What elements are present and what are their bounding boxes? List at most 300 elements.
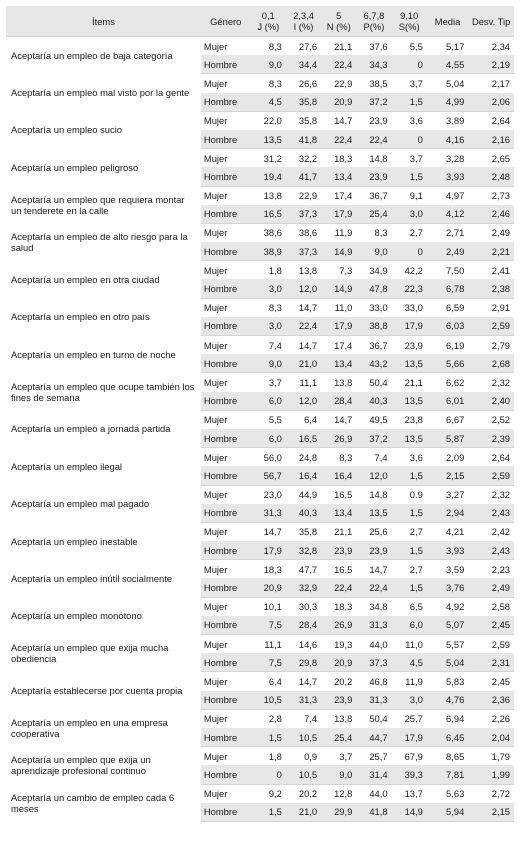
value-cell: 32,2 [298, 152, 318, 164]
value-cell: 13,4 [321, 167, 356, 186]
value-cell: 4,97 [446, 190, 465, 202]
gender-cell: Mujer [203, 750, 228, 762]
value-cell: 2,32 [491, 489, 510, 501]
value-cell: 39,3 [392, 765, 427, 784]
value-cell: 14,7 [334, 414, 353, 426]
value-cell: 11,9 [405, 675, 423, 687]
gender-cell: Hombre [201, 93, 251, 112]
value-cell: 23,9 [404, 339, 423, 351]
value-cell: 23,9 [321, 541, 356, 560]
gender-cell: Mujer [203, 302, 228, 314]
value-cell: 21,1 [334, 526, 353, 538]
item-label: Aceptaría un empleo que requiera montar un tenderete en la calle [6, 186, 201, 223]
value-cell: 2,8 [268, 713, 282, 725]
value-cell: 13,5 [392, 429, 427, 448]
value-cell: 5,04 [446, 77, 465, 89]
value-cell: 32,8 [286, 541, 321, 560]
value-cell: 19,4 [251, 167, 286, 186]
value-cell: 17,9 [251, 541, 286, 560]
value-cell: 13,8 [334, 376, 353, 388]
gender-cell: Mujer [203, 451, 228, 463]
value-cell: 10,5 [286, 728, 321, 747]
value-cell: 2,59 [468, 466, 514, 485]
value-cell: 13,5 [356, 504, 391, 523]
value-cell: 17,9 [392, 728, 427, 747]
value-cell: 16,4 [286, 466, 321, 485]
value-cell: 22,4 [356, 578, 391, 597]
value-cell: 2,7 [409, 227, 423, 239]
value-cell: 2,49 [468, 578, 514, 597]
value-cell: 2,04 [468, 728, 514, 747]
value-cell: 6,4 [268, 675, 282, 687]
value-cell: 67,9 [404, 750, 423, 762]
value-cell: 23,9 [356, 541, 391, 560]
value-cell: 4,76 [427, 691, 468, 710]
gender-cell: Mujer [203, 227, 228, 239]
table-row [6, 672, 514, 691]
gender-cell: Mujer [203, 563, 228, 575]
value-cell: 5,83 [446, 675, 465, 687]
table-row [6, 522, 514, 541]
value-cell: 2,39 [468, 429, 514, 448]
value-cell: 36,7 [369, 339, 388, 351]
value-cell: 11,1 [299, 376, 318, 388]
table-row [6, 298, 514, 317]
value-cell: 28,4 [321, 392, 356, 411]
value-cell: 9,0 [356, 242, 391, 261]
value-cell: 13,5 [392, 354, 427, 373]
value-cell: 36,7 [369, 190, 388, 202]
value-cell: 31,3 [356, 691, 391, 710]
value-cell: 14,7 [298, 302, 318, 314]
table-row [6, 448, 514, 467]
value-cell: 0 [392, 55, 427, 74]
item-label: Aceptaría un empleo que exija un aprendizaje profesional continuo [6, 747, 201, 784]
table-body [6, 37, 514, 822]
value-cell: 3,6 [409, 451, 423, 463]
value-cell: 2,73 [491, 190, 510, 202]
value-cell: 8,3 [339, 451, 353, 463]
value-cell: 10,5 [251, 691, 286, 710]
table-row [6, 186, 514, 205]
value-cell: 35,8 [286, 93, 321, 112]
item-label: Aceptaría un empleo de alto riesgo para la salud [6, 223, 201, 260]
value-cell: 5,66 [427, 354, 468, 373]
value-cell: 26,6 [298, 77, 318, 89]
value-cell: 7,4 [374, 451, 388, 463]
value-cell: 40,3 [356, 392, 391, 411]
value-cell: 1,5 [392, 541, 427, 560]
gender-cell: Hombre [201, 578, 251, 597]
value-cell: 25,7 [369, 750, 388, 762]
gender-cell: Mujer [203, 190, 228, 202]
item-label: Aceptaría un empleo inestable [6, 522, 201, 559]
table-row [6, 597, 514, 616]
value-cell: 2,21 [468, 242, 514, 261]
value-cell: 14,7 [369, 563, 388, 575]
table-row [6, 709, 514, 728]
table-row [6, 560, 514, 579]
value-cell: 2,59 [491, 638, 510, 650]
value-cell: 43,2 [356, 354, 391, 373]
table-row [6, 336, 514, 355]
value-cell: 1,5 [251, 803, 286, 822]
value-cell: 20,9 [251, 578, 286, 597]
item-label: Aceptaría un empleo ilegal [6, 448, 201, 485]
value-cell: 3,0 [251, 317, 286, 336]
value-cell: 13,8 [298, 264, 318, 276]
item-label: Aceptaría un empleo monótono [6, 597, 201, 634]
gender-cell: Mujer [203, 526, 228, 538]
value-cell: 2,49 [491, 227, 510, 239]
value-cell: 17,4 [334, 339, 353, 351]
value-cell: 6,0 [251, 392, 286, 411]
value-cell: 2,64 [491, 115, 510, 127]
value-cell: 1,8 [268, 264, 282, 276]
value-cell: 22,4 [321, 130, 356, 149]
value-cell: 44,9 [298, 489, 318, 501]
table-row [6, 635, 514, 654]
value-cell: 14,9 [321, 279, 356, 298]
value-cell: 14,9 [321, 242, 356, 261]
value-cell: 9,0 [251, 55, 286, 74]
value-cell: 6,5 [409, 601, 423, 613]
gender-cell: Hombre [201, 279, 251, 298]
gender-cell: Hombre [201, 765, 251, 784]
item-label: Aceptaría un empleo peligroso [6, 149, 201, 186]
gender-cell: Mujer [203, 376, 228, 388]
value-cell: 37,3 [286, 242, 321, 261]
value-cell: 8,3 [268, 40, 282, 52]
value-cell: 37,6 [369, 40, 388, 52]
value-cell: 11,1 [264, 638, 282, 650]
item-label: Aceptaría un empleo inútil socialmente [6, 560, 201, 597]
table-row [6, 149, 514, 168]
gender-cell: Mujer [203, 264, 228, 276]
value-cell: 6,03 [427, 317, 468, 336]
value-cell: 2,19 [468, 55, 514, 74]
gender-cell: Mujer [203, 489, 228, 501]
value-cell: 0 [251, 765, 286, 784]
gender-cell: Mujer [203, 77, 228, 89]
value-cell: 18,3 [334, 601, 353, 613]
value-cell: 10,5 [286, 765, 321, 784]
value-cell: 1,79 [491, 750, 510, 762]
value-cell: 20,2 [298, 788, 318, 800]
value-cell: 2,06 [468, 93, 514, 112]
value-cell: 18,3 [263, 563, 282, 575]
item-label: Aceptaría establecerse por cuenta propia [6, 672, 201, 709]
value-cell: 14,8 [369, 152, 388, 164]
gender-cell: Hombre [201, 653, 251, 672]
value-cell: 5,07 [427, 616, 468, 635]
value-cell: 3,0 [251, 279, 286, 298]
value-cell: 2,09 [446, 451, 465, 463]
value-cell: 19,3 [334, 638, 353, 650]
value-cell: 2,7 [409, 563, 423, 575]
table-row [6, 261, 514, 280]
value-cell: 6,01 [427, 392, 468, 411]
value-cell: 3,76 [427, 578, 468, 597]
value-cell: 3,7 [409, 77, 423, 89]
item-label: Aceptaría un empleo en una empresa cooperativa [6, 709, 201, 746]
value-cell: 7,3 [339, 264, 353, 276]
value-cell: 1,5 [392, 504, 427, 523]
table-row [6, 373, 514, 392]
value-cell: 8,3 [268, 302, 282, 314]
value-cell: 18,3 [334, 152, 353, 164]
value-cell: 28,4 [286, 616, 321, 635]
value-cell: 2,72 [491, 788, 510, 800]
gender-cell: Mujer [203, 152, 228, 164]
gender-cell: Hombre [201, 392, 251, 411]
value-cell: 23,0 [263, 489, 282, 501]
value-cell: 22,0 [263, 115, 282, 127]
table-row [6, 223, 514, 242]
value-cell: 31,3 [286, 691, 321, 710]
value-cell: 21,0 [286, 354, 321, 373]
value-cell: 16,5 [286, 429, 321, 448]
value-cell: 38,9 [251, 242, 286, 261]
value-cell: 3,6 [409, 115, 423, 127]
value-cell: 2,32 [491, 376, 510, 388]
value-cell: 31,4 [356, 765, 391, 784]
gender-cell: Hombre [201, 242, 251, 261]
value-cell: 31,2 [263, 152, 282, 164]
value-cell: 17,9 [321, 317, 356, 336]
table-row [6, 410, 514, 429]
value-cell: 3,89 [446, 115, 465, 127]
gender-cell: Mujer [203, 675, 228, 687]
value-cell: 7,5 [251, 616, 286, 635]
value-cell: 2,26 [491, 713, 510, 725]
value-cell: 14,7 [298, 339, 318, 351]
value-cell: 14,7 [334, 115, 353, 127]
value-cell: 1,5 [392, 93, 427, 112]
item-label: Aceptaría un empleo sucio [6, 111, 201, 148]
value-cell: 9,0 [321, 765, 356, 784]
value-cell: 33,0 [369, 302, 388, 314]
value-cell: 33,0 [404, 302, 423, 314]
value-cell: 6,94 [446, 713, 465, 725]
value-cell: 41,8 [286, 130, 321, 149]
value-cell: 2,15 [427, 466, 468, 485]
value-cell: 7,50 [446, 264, 465, 276]
value-cell: 7,4 [304, 713, 318, 725]
gender-cell: Mujer [203, 713, 228, 725]
item-label: Aceptaría un empleo en otro país [6, 298, 201, 335]
value-cell: 11,0 [405, 638, 423, 650]
value-cell: 14,8 [369, 489, 388, 501]
table-row [6, 74, 514, 93]
gender-cell: Hombre [201, 55, 251, 74]
header-col-j: 0,1 J (%) [251, 6, 286, 37]
value-cell: 37,3 [286, 205, 321, 224]
value-cell: 29,8 [286, 653, 321, 672]
value-cell: 11,0 [334, 302, 353, 314]
value-cell: 22,4 [356, 130, 391, 149]
value-cell: 38,8 [356, 317, 391, 336]
value-cell: 5,94 [427, 803, 468, 822]
value-cell: 2,48 [468, 167, 514, 186]
header-items: Ítems [6, 6, 201, 37]
value-cell: 25,4 [356, 205, 391, 224]
value-cell: 20,2 [334, 675, 353, 687]
value-cell: 16,4 [321, 466, 356, 485]
value-cell: 5,87 [427, 429, 468, 448]
value-cell: 22,9 [334, 77, 353, 89]
value-cell: 4,99 [427, 93, 468, 112]
value-cell: 0 [392, 242, 427, 261]
value-cell: 1,5 [392, 578, 427, 597]
value-cell: 4,92 [446, 601, 465, 613]
value-cell: 2,45 [491, 675, 510, 687]
value-cell: 6,67 [446, 414, 465, 426]
value-cell: 32,9 [286, 578, 321, 597]
value-cell: 4,16 [427, 130, 468, 149]
item-label: Aceptaría un empleo mal visto por la gente [6, 74, 201, 111]
value-cell: 47,7 [298, 563, 318, 575]
value-cell: 34,4 [286, 55, 321, 74]
value-cell: 3,28 [446, 152, 465, 164]
value-cell: 17,9 [392, 317, 427, 336]
value-cell: 56,7 [251, 466, 286, 485]
value-cell: 9,0 [251, 354, 286, 373]
value-cell: 2,41 [491, 264, 510, 276]
item-label: Aceptaría un empleo mal pagado [6, 485, 201, 522]
value-cell: 8,3 [268, 77, 282, 89]
gender-cell: Hombre [201, 205, 251, 224]
value-cell: 2,43 [468, 504, 514, 523]
item-label: Aceptaría un empleo en otra ciudad [6, 261, 201, 298]
value-cell: 35,8 [298, 115, 318, 127]
item-label: Aceptaría un empleo a jornada partida [6, 410, 201, 447]
value-cell: 40,3 [286, 504, 321, 523]
value-cell: 6,19 [446, 339, 465, 351]
value-cell: 6,78 [427, 279, 468, 298]
value-cell: 22,9 [298, 190, 318, 202]
value-cell: 7,81 [427, 765, 468, 784]
value-cell: 12,0 [286, 279, 321, 298]
value-cell: 14,7 [263, 526, 282, 538]
value-cell: 13,4 [321, 354, 356, 373]
value-cell: 13,8 [334, 713, 353, 725]
value-cell: 44,0 [369, 638, 388, 650]
value-cell: 38,6 [298, 227, 318, 239]
value-cell: 17,9 [321, 205, 356, 224]
value-cell: 2,36 [468, 691, 514, 710]
value-cell: 1,5 [251, 728, 286, 747]
value-cell: 1,99 [468, 765, 514, 784]
gender-cell: Mujer [203, 40, 228, 52]
value-cell: 3,7 [268, 376, 282, 388]
item-label: Aceptaría un empleo en turno de noche [6, 336, 201, 373]
gender-cell: Hombre [201, 616, 251, 635]
gender-cell: Hombre [201, 803, 251, 822]
value-cell: 3,0 [392, 205, 427, 224]
value-cell: 5,5 [409, 40, 423, 52]
value-cell: 2,64 [491, 451, 510, 463]
value-cell: 20,9 [321, 653, 356, 672]
value-cell: 23,9 [321, 691, 356, 710]
value-cell: 21,0 [286, 803, 321, 822]
value-cell: 14,6 [298, 638, 318, 650]
value-cell: 3,7 [409, 152, 423, 164]
value-cell: 38,5 [369, 77, 388, 89]
value-cell: 2,17 [491, 77, 510, 89]
item-label: Aceptaría un empleo que ocupe también los fines de semana [6, 373, 201, 410]
value-cell: 22,3 [392, 279, 427, 298]
value-cell: 16,5 [334, 563, 353, 575]
value-cell: 1,5 [392, 167, 427, 186]
value-cell: 13,7 [404, 788, 423, 800]
value-cell: 2,38 [468, 279, 514, 298]
value-cell: 41,8 [356, 803, 391, 822]
value-cell: 2,65 [491, 152, 510, 164]
table-row [6, 784, 514, 803]
value-cell: 20,9 [321, 93, 356, 112]
value-cell: 29,9 [321, 803, 356, 822]
value-cell: 3,0 [392, 691, 427, 710]
value-cell: 2,59 [468, 317, 514, 336]
value-cell: 24,8 [298, 451, 318, 463]
value-cell: 56,0 [263, 451, 282, 463]
gender-cell: Hombre [201, 317, 251, 336]
value-cell: 22,4 [321, 578, 356, 597]
value-cell: 26,9 [321, 616, 356, 635]
value-cell: 3,59 [446, 563, 465, 575]
value-cell: 16,5 [334, 489, 353, 501]
value-cell: 3,93 [427, 541, 468, 560]
value-cell: 1,5 [392, 466, 427, 485]
value-cell: 16,5 [251, 205, 286, 224]
value-cell: 38,6 [263, 227, 282, 239]
value-cell: 2,34 [491, 40, 510, 52]
value-cell: 50,4 [369, 376, 388, 388]
value-cell: 14,7 [298, 675, 318, 687]
value-cell: 2,31 [468, 653, 514, 672]
value-cell: 6,45 [427, 728, 468, 747]
value-cell: 2,23 [491, 563, 510, 575]
gender-cell: Hombre [201, 504, 251, 523]
value-cell: 2,79 [491, 339, 510, 351]
value-cell: 5,63 [446, 788, 465, 800]
value-cell: 6,0 [392, 616, 427, 635]
value-cell: 2,94 [427, 504, 468, 523]
header-genero: Género [201, 6, 251, 37]
gender-cell: Hombre [201, 728, 251, 747]
gender-cell: Mujer [203, 115, 228, 127]
value-cell: 4,21 [446, 526, 465, 538]
value-cell: 21,1 [334, 40, 353, 52]
value-cell: 25,6 [369, 526, 388, 538]
value-cell: 34,8 [369, 601, 388, 613]
value-cell: 5,04 [427, 653, 468, 672]
value-cell: 22,4 [321, 55, 356, 74]
value-cell: 6,4 [304, 414, 318, 426]
value-cell: 37,2 [356, 93, 391, 112]
value-cell: 2,45 [468, 616, 514, 635]
value-cell: 42,2 [404, 264, 423, 276]
gender-cell: Mujer [203, 788, 228, 800]
value-cell: 22,4 [286, 317, 321, 336]
value-cell: 44,0 [369, 788, 388, 800]
value-cell: 1,8 [268, 750, 282, 762]
value-cell: 13,5 [251, 130, 286, 149]
value-cell: 9,2 [268, 788, 282, 800]
gender-cell: Hombre [201, 429, 251, 448]
value-cell: 23,8 [404, 414, 423, 426]
